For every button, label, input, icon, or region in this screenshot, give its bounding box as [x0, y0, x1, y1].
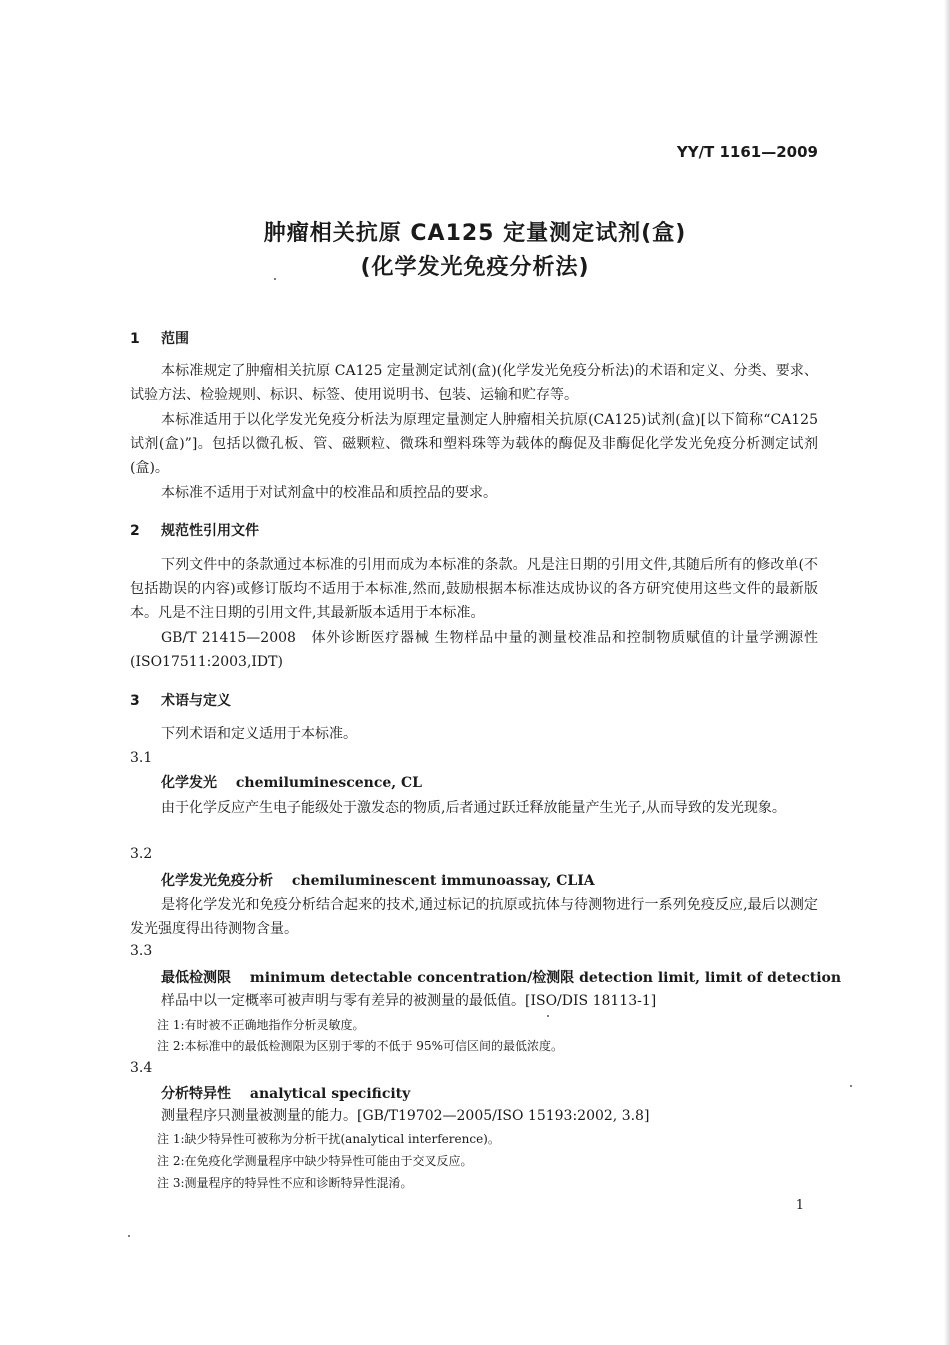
note: 注 3:测量程序的特异性不应和诊断特异性混淆。: [157, 1176, 413, 1190]
note: 注 2:在免疫化学测量程序中缺少特异性可能由于交叉反应。: [157, 1154, 473, 1168]
page-number: 1: [795, 1198, 804, 1213]
term-zh: 最低检测限: [161, 970, 231, 986]
clause-number: 3.2: [130, 846, 153, 862]
term-heading: [161, 772, 422, 792]
reference-entry: GB/T 21415—2008 体外诊断医疗器械 生物样品中量的测量校准品和控制物质赋值的计量学溯源性(ISO17511:2003,IDT): [130, 630, 818, 670]
scan-speck: [274, 278, 276, 280]
section-title: 规范性引用文件: [161, 523, 259, 539]
page-edge-shadow: [944, 0, 950, 1345]
definition: 由于化学反应产生电子能级处于激发态的物质,后者通过跃迁释放能量产生光子,从而导致的发光现象。: [161, 800, 786, 816]
section-number: 2: [130, 523, 140, 539]
document-subtitle: (化学发光免疫分析法): [360, 255, 590, 280]
paragraph: 下列术语和定义适用于本标准。: [161, 726, 357, 742]
section-title: 范围: [161, 331, 189, 347]
section-number: 3: [130, 693, 140, 709]
section-3-heading: [130, 690, 231, 710]
scan-speck: [128, 1235, 130, 1237]
note: 注 1:缺少特异性可被称为分析干扰(analytical interference)。: [157, 1132, 500, 1146]
note: 注 2:本标准中的最低检测限为区别于零的不低于 95%可信区间的最低浓度。: [157, 1039, 563, 1053]
scan-speck: [547, 1015, 549, 1017]
section-2-heading: [130, 520, 259, 540]
paragraph: 本标准规定了肿瘤相关抗原 CA125 定量测定试剂(盒)(化学发光免疫分析法)的术语和定义、分类、要求、试验方法、检验规则、标识、标签、使用说明书、包装、运输和贮存等。: [130, 363, 818, 403]
term-zh: 化学发光免疫分析: [161, 873, 273, 889]
document-title: 肿瘤相关抗原 CA125 定量测定试剂(盒): [263, 221, 687, 246]
term-en: analytical specificity: [249, 1086, 411, 1102]
clause-number: 3.4: [130, 1060, 153, 1076]
term-zh-alt: 检测限: [532, 970, 575, 986]
term-zh: 化学发光: [161, 775, 217, 791]
scan-speck: [850, 1085, 852, 1087]
clause-number: 3.1: [130, 750, 153, 766]
term-en-alt: detection limit, limit of detection: [579, 970, 842, 986]
definition: 样品中以一定概率可被声明与零有差异的被测量的最低值。[ISO/DIS 18113-1]: [161, 993, 657, 1009]
term-en: chemiluminescent immunoassay, CLIA: [291, 873, 595, 889]
term-en: minimum detectable concentration/: [249, 970, 533, 986]
paragraph: 本标准适用于以化学发光免疫分析法为原理定量测定人肿瘤相关抗原(CA125)试剂(盒)[以下简称“CA125 试剂(盒)”]。包括以微孔板、管、磁颗粒、微珠和塑料珠等为载体的酶促及非酶促化学发光免疫分析测定试剂(盒)。: [130, 412, 818, 476]
term-heading: [161, 1083, 410, 1103]
standard-code: YY/T 1161—2009: [676, 143, 818, 161]
term-heading: [161, 870, 595, 890]
term-zh: 分析特异性: [161, 1086, 231, 1102]
note: 注 1:有时被不正确地指作分析灵敏度。: [157, 1018, 365, 1032]
term-heading: [161, 967, 841, 987]
clause-number: 3.3: [130, 943, 153, 959]
term-en: chemiluminescence, CL: [235, 775, 422, 791]
paragraph: 下列文件中的条款通过本标准的引用而成为本标准的条款。凡是注日期的引用文件,其随后所有的修改单(不包括勘误的内容)或修订版均不适用于本标准,然而,鼓励根据本标准达成协议的各方研究使用这些文件的最新版本。凡是不注日期的引用文件,其最新版本适用于本标准。: [130, 557, 818, 621]
paragraph: 本标准不适用于对试剂盒中的校准品和质控品的要求。: [161, 485, 497, 501]
definition: 是将化学发光和免疫分析结合起来的技术,通过标记的抗原或抗体与待测物进行一系列免疫反应,最后以测定发光强度得出待测物含量。: [130, 897, 818, 937]
section-1-heading: [130, 328, 189, 348]
section-title: 术语与定义: [161, 693, 231, 709]
definition: 测量程序只测量被测量的能力。[GB/T19702—2005/ISO 15193:2002, 3.8]: [161, 1108, 650, 1124]
section-number: 1: [130, 331, 140, 347]
